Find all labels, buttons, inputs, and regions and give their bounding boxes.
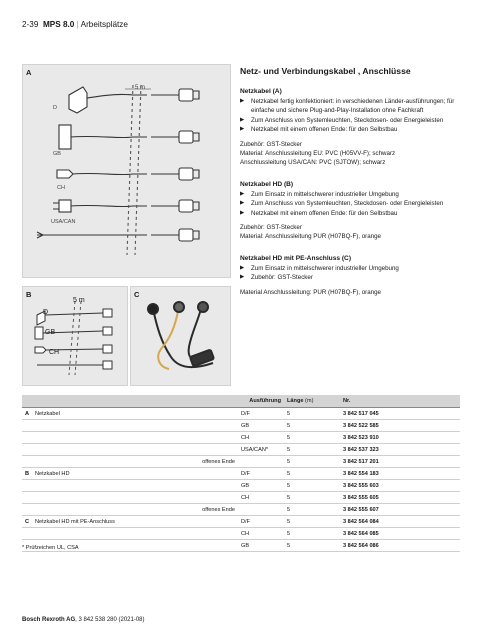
cell-laenge: 5 — [284, 456, 340, 468]
figure-c — [130, 286, 231, 386]
note-line: Material Anschlussleitung: PUR (H07BQ-F), orange — [240, 288, 381, 296]
netzkabel-b-heading: Netzkabel HD (B) — [240, 180, 294, 188]
header-nr: Nr. — [340, 395, 460, 408]
cell-laenge: 5 — [284, 444, 340, 456]
header-separator: | — [76, 20, 79, 29]
page-header — [22, 20, 128, 29]
cell-label — [22, 528, 238, 540]
description-column — [240, 66, 465, 297]
cell-laenge: 5 — [284, 420, 340, 432]
cell-nr: 3 842 564 085 — [340, 528, 460, 540]
figure-a-length: 5 m — [135, 85, 146, 91]
cell-nr: 3 842 564 084 — [340, 516, 460, 528]
product-name: MPS 8.0 — [42, 20, 75, 29]
cable-drawing-a — [23, 65, 230, 277]
group-letter: C — [25, 518, 30, 525]
cell-ausfuehrung: CH — [238, 432, 284, 444]
table-row — [22, 468, 460, 480]
cell-nr: 3 842 523 910 — [340, 432, 460, 444]
cell-nr: 3 842 537 323 — [340, 444, 460, 456]
note-line: Zubehör: GST-Stecker — [240, 224, 302, 232]
cell-ausfuehrung: D/F — [238, 516, 284, 528]
bullet-item: ▶ Zubehör: GST-Stecker — [240, 273, 465, 282]
cell-laenge: 5 — [284, 492, 340, 504]
note-line: Anschlussleitung USA/CAN: PVC (SJTOW); schwarz — [240, 159, 386, 167]
figure-a-plug-gb: GB — [53, 151, 61, 157]
table-row — [22, 504, 460, 516]
cell-laenge: 5 — [284, 540, 340, 552]
group-name: Netzkabel HD — [35, 470, 70, 477]
table-row — [22, 516, 460, 528]
section-title: Netz- und Verbindungskabel , Anschlüsse — [240, 66, 411, 76]
cell-laenge: 5 — [284, 468, 340, 480]
table-row — [22, 456, 460, 468]
cell-label — [22, 444, 238, 456]
bullet-item: ▶ Zum Einsatz in mittelschwerer industrieller Umgebung — [240, 190, 465, 199]
cell-nr: 3 842 554 183 — [340, 468, 460, 480]
table-row — [22, 408, 460, 420]
cell-ausfuehrung: CH — [238, 492, 284, 504]
netzkabel-a-bullets — [240, 97, 465, 135]
cell-laenge: 5 — [284, 480, 340, 492]
cell-label — [22, 432, 238, 444]
cell-label — [22, 516, 238, 528]
figure-a-label: A — [26, 68, 32, 77]
table-row — [22, 480, 460, 492]
cell-laenge: 5 — [284, 504, 340, 516]
group-letter: B — [25, 470, 30, 477]
header-ausfuehrung: Ausführung — [22, 395, 284, 408]
group-name: Netzkabel HD mit PE-Anschluss — [35, 518, 115, 525]
cell-nr: 3 842 555 603 — [340, 480, 460, 492]
cell-ausfuehrung: D/F — [238, 468, 284, 480]
cell-laenge: 5 — [284, 408, 340, 420]
cable-photo-c — [131, 287, 230, 385]
bullet-item: ▶ Netzkabel mit einem offenen Ende: für den Selbstbau — [240, 209, 465, 218]
cell-nr: 3 842 517 201 — [340, 456, 460, 468]
cell-label — [22, 468, 238, 480]
cell-nr: 3 842 564 086 — [340, 540, 460, 552]
figure-b-length: 5 m — [73, 297, 85, 304]
group-name: Netzkabel — [35, 410, 60, 417]
figure-c-label: C — [134, 290, 140, 299]
cell-ausfuehrung: GB — [238, 420, 284, 432]
header-laenge: Länge (m) — [284, 395, 340, 408]
cell-nr: 3 842 517 045 — [340, 408, 460, 420]
note-line: Zubehör: GST-Stecker — [240, 140, 302, 148]
cell-label — [22, 492, 238, 504]
company-name: Bosch Rexroth AG — [22, 617, 76, 623]
bullet-item: ▶ Zum Anschluss von Systemleuchten, Steckdosen- oder Energieleisten — [240, 116, 465, 125]
cell-label: offenes Ende — [22, 504, 238, 516]
cell-ausfuehrung — [238, 456, 284, 468]
cell-label — [22, 480, 238, 492]
order-table — [22, 395, 460, 552]
figure-a-plug-ch: CH — [57, 185, 65, 191]
cell-nr: 3 842 522 585 — [340, 420, 460, 432]
cell-label: offenes Ende — [22, 456, 238, 468]
table-body — [22, 408, 460, 552]
table-row — [22, 444, 460, 456]
cell-ausfuehrung: GB — [238, 540, 284, 552]
cell-label — [22, 408, 238, 420]
table-row — [22, 420, 460, 432]
cell-ausfuehrung: USA/CAN* — [238, 444, 284, 456]
cell-ausfuehrung: CH — [238, 528, 284, 540]
cell-nr: 3 842 555 605 — [340, 492, 460, 504]
cell-ausfuehrung: D/F — [238, 408, 284, 420]
group-letter: A — [25, 410, 30, 417]
figure-a-plug-usa: USA/CAN — [51, 219, 76, 225]
figure-b-label: B — [26, 290, 32, 299]
table-row — [22, 540, 460, 552]
page-number: 2-39 — [22, 20, 39, 29]
figure-b — [22, 286, 128, 386]
section-name: Arbeitsplätze — [80, 20, 128, 29]
table-row — [22, 432, 460, 444]
table-row — [22, 492, 460, 504]
bullet-item: ▶ Zum Anschluss von Systemleuchten, Steckdosen- oder Energieleisten — [240, 199, 465, 208]
cell-ausfuehrung — [238, 504, 284, 516]
cell-laenge: 5 — [284, 432, 340, 444]
figure-b-plug-ch: CH — [49, 349, 60, 356]
netzkabel-a-heading: Netzkabel (A) — [240, 88, 282, 95]
footnote: * Prüfzeichen UL, CSA — [22, 545, 79, 551]
netzkabel-c-heading: Netzkabel HD mit PE-Anschluss (C) — [240, 254, 352, 262]
document-number: , 3 842 538 280 (2021-08) — [75, 617, 145, 623]
cell-ausfuehrung: GB — [238, 480, 284, 492]
table-header-row — [22, 395, 460, 408]
figure-a-plug-d: D — [53, 105, 57, 111]
cell-laenge: 5 — [284, 528, 340, 540]
figure-a — [22, 64, 231, 278]
cell-label — [22, 420, 238, 432]
bullet-item: ▶ Netzkabel fertig konfektioniert: in verschiedenen Länder-ausführungen; für einfache und sichere Plug-and-Play-Installation ohne Fachkraft — [240, 97, 465, 116]
table-row — [22, 528, 460, 540]
netzkabel-c-bullets — [240, 264, 465, 283]
cell-nr: 3 842 555 607 — [340, 504, 460, 516]
cell-laenge: 5 — [284, 516, 340, 528]
bullet-item: ▶ Zum Einsatz in mittelschwerer industrieller Umgebung — [240, 264, 465, 273]
figure-b-plug-d: D — [43, 309, 49, 316]
note-line: Material: Anschlussleitung EU: PVC (H05VV-F); schwarz — [240, 150, 396, 158]
note-line: Material: Anschlussleitung PUR (H07BQ-F), orange — [240, 233, 381, 241]
page-footer — [22, 617, 145, 623]
netzkabel-b-bullets — [240, 190, 465, 218]
bullet-item: ▶ Netzkabel mit einem offenen Ende: für den Selbstbau — [240, 125, 465, 134]
figure-b-plug-gb: GB — [45, 329, 56, 336]
